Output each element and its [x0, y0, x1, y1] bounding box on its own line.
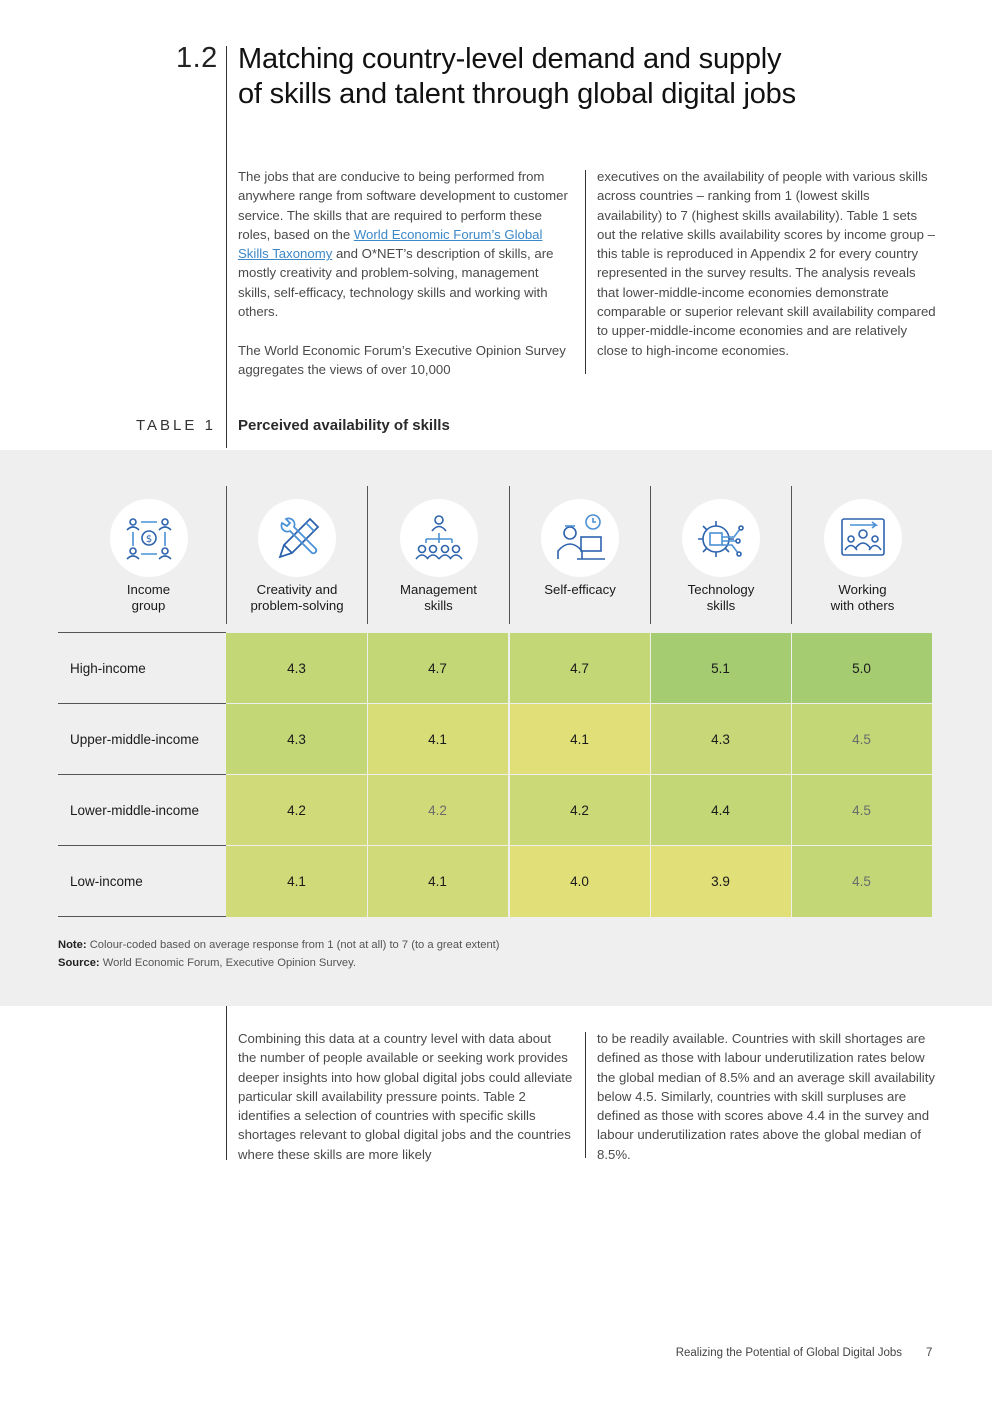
- table-cell: 4.0: [509, 846, 650, 917]
- header-creativity: [227, 486, 367, 624]
- body-right-column: [597, 1029, 937, 1164]
- intro-right-column: [597, 167, 937, 360]
- body-left-column: [238, 1029, 573, 1164]
- section-title-line-2: of skills and talent through global digital jobs: [238, 78, 796, 110]
- cell-gridline: [367, 632, 368, 917]
- cell-gridline: [650, 632, 651, 917]
- table-cell: 4.2: [367, 775, 508, 846]
- table-cell: 4.3: [226, 704, 367, 775]
- svg-text:$: $: [145, 534, 152, 545]
- skills-taxonomy-link[interactable]: World Economic Forum’s Global Skills Taxonomy: [238, 226, 543, 262]
- section-title: [238, 42, 938, 112]
- row-label: High-income: [70, 661, 146, 676]
- table-row: [58, 846, 933, 917]
- header-creativity-label: Creativity and problem-solving: [250, 582, 344, 613]
- row-label: Low-income: [70, 874, 143, 889]
- table-cell: 4.2: [226, 775, 367, 846]
- table-note: Note: Colour-coded based on average response from 1 (not at all) to 7 (to a great extent): [58, 939, 500, 951]
- table-row: [58, 633, 933, 704]
- table-title: Perceived availability of skills: [238, 417, 450, 434]
- header-self-efficacy: [510, 486, 650, 624]
- table-row: [58, 775, 933, 846]
- table-cell: 5.1: [650, 633, 791, 704]
- intro-paragraph-1: The jobs that are conducive to being performed from anywhere range from software development to customer service. The skills that are required to perform these roles, based on the World Economic Forum’s Global Skills Taxonomy and O*NET’s description of skills, are mostly creativity and problem-solving, management skills, self-efficacy, technology skills and working with others.: [238, 169, 568, 320]
- table-cell: 4.5: [791, 704, 932, 775]
- table-source: Source: World Economic Forum, Executive Opinion Survey.: [58, 957, 357, 969]
- table-cell: 4.3: [650, 704, 791, 775]
- team-hierarchy-icon: [400, 499, 478, 577]
- table-cell: 4.3: [226, 633, 367, 704]
- header-technology: [651, 486, 791, 624]
- header-working-with-others: [792, 486, 933, 624]
- intro-paragraph-2: The World Economic Forum’s Executive Opinion Survey aggregates the views of over 10,000: [238, 342, 566, 377]
- body-paragraph-right: to be readily available. Countries with skill shortages are defined as those with labour underutilization rates below the global median of 8.5% and an average skill availability below 4.5. Similarly, countries with skill surpluses are defined as those with scores above 4.4 in the survey and labour underutilization rates above the global median of 8.5%.: [597, 1031, 935, 1162]
- table-label: TABLE 1: [136, 417, 216, 434]
- cell-gridline: [226, 845, 933, 846]
- cell-gridline: [791, 632, 792, 917]
- pencil-wrench-icon: [258, 499, 336, 577]
- row-label: Upper-middle-income: [70, 732, 200, 747]
- section-rule-lower: [226, 1006, 227, 1160]
- person-laptop-clock-icon: [541, 499, 619, 577]
- header-income-group: [76, 486, 221, 624]
- table-cell: 4.1: [509, 704, 650, 775]
- table-row: [58, 704, 933, 775]
- header-income-group-label: Income group: [126, 582, 171, 613]
- money-network-icon: [110, 499, 188, 577]
- gear-chip-icon: [682, 499, 760, 577]
- row-rule: [58, 703, 226, 704]
- table-cell: 4.4: [650, 775, 791, 846]
- row-rule: [58, 916, 226, 917]
- section-rule: [226, 46, 227, 448]
- body-paragraph-left: Combining this data at a country level with data about the number of people available or seeking work provides deeper insights into how global digital jobs could alleviate particular skill availability pressure points. Table 2 identifies a selection of countries with specific skills shortages relevant to global digital jobs and the countries where these skills are more likely: [238, 1031, 573, 1162]
- table-cell: 4.2: [509, 775, 650, 846]
- column-divider: [585, 170, 586, 374]
- table-cell: 4.1: [367, 846, 508, 917]
- table-cell: 4.5: [791, 775, 932, 846]
- table-cell: 4.7: [367, 633, 508, 704]
- page-number: 7: [926, 1347, 933, 1359]
- table-cell: 3.9: [650, 846, 791, 917]
- intro-paragraph-3: executives on the availability of people with various skills across countries – ranking from 1 (lowest skills availability) to 7 (highest skills availability). Table 1 sets out the relative skills availability scores by income group – this table is reproduced in Appendix 2 for every country represented in the survey results. The analysis reveals that lower-middle-income economies demonstrate comparable or superior relevant skill availability compared to upper-middle-income economies and are relatively close to high-income economies.: [597, 169, 936, 358]
- table-cell: 4.5: [791, 846, 932, 917]
- row-rule: [58, 632, 226, 633]
- cell-gridline: [509, 632, 510, 917]
- cell-gridline: [226, 774, 933, 775]
- table-cell: 4.1: [226, 846, 367, 917]
- row-rule: [58, 774, 226, 775]
- table-cell: 4.7: [509, 633, 650, 704]
- table-cell: 5.0: [791, 633, 932, 704]
- intro-left-column: [238, 167, 573, 379]
- section-title-line-1: Matching country-level demand and supply: [238, 43, 782, 75]
- footer-title: Realizing the Potential of Global Digital Jobs: [675, 1347, 902, 1359]
- column-divider: [585, 1032, 586, 1158]
- row-rule: [58, 845, 226, 846]
- header-self-efficacy-label: Self-efficacy: [544, 582, 616, 597]
- header-management: [368, 486, 509, 624]
- cell-gridline: [226, 703, 933, 704]
- table-cell: 4.1: [367, 704, 508, 775]
- row-label: Lower-middle-income: [70, 803, 200, 818]
- header-working-with-others-label: Working with others: [830, 582, 895, 613]
- group-collaboration-icon: [824, 499, 902, 577]
- header-management-label: Management skills: [400, 582, 477, 613]
- section-number: 1.2: [176, 42, 218, 74]
- header-technology-label: Technology skills: [687, 582, 755, 613]
